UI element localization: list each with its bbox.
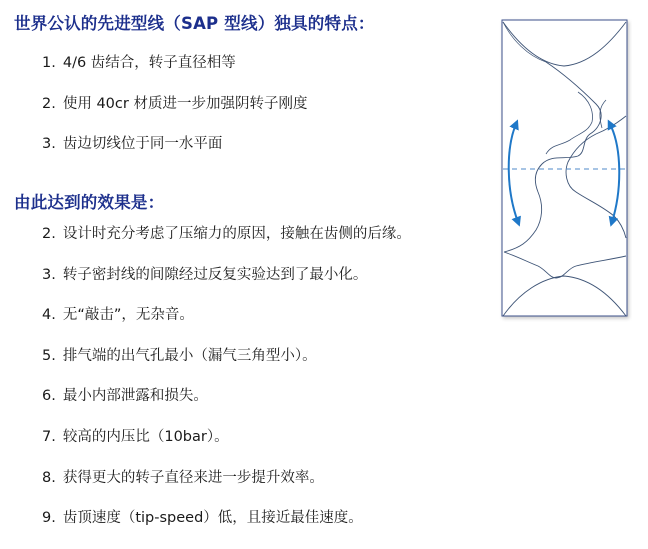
item-number: 3.: [42, 136, 56, 152]
item-number: 2.: [42, 95, 56, 112]
list-item: [42, 94, 307, 135]
item-text: 排气端的出气孔最小（漏气三角型小）。: [62, 347, 317, 364]
item-text: 齿顶速度（tip-speed）低，且接近最佳速度。: [62, 510, 363, 527]
item-text: 最小内部泄露和损失。: [62, 388, 208, 405]
list-item: [42, 386, 411, 427]
item-number: 8.: [42, 469, 56, 486]
effects-list: [42, 224, 411, 549]
item-text: 使用 40cr 材质进一步加强阴转子刚度: [62, 95, 308, 112]
item-number: 1.: [42, 55, 56, 71]
item-number: 2.: [42, 226, 56, 242]
item-text: 设计时充分考虑了压缩力的原因，接触在齿侧的后缘。: [62, 226, 411, 242]
list-item: [42, 134, 307, 175]
list-item: [42, 346, 411, 387]
item-number: 7.: [42, 428, 56, 445]
list-item: [42, 53, 307, 94]
item-text: 转子密封线的间隙经过反复实验达到了最小化。: [62, 266, 368, 283]
item-text: 齿边切线位于同一水平面: [62, 136, 223, 152]
features-heading: 世界公认的先进型线（SAP 型线）独具的特点：: [14, 14, 375, 33]
item-text: 较高的内压比（10bar）。: [62, 428, 229, 445]
features-list: [42, 53, 307, 175]
item-number: 9.: [42, 510, 56, 527]
item-text: 获得更大的转子直径来进一步提升效率。: [62, 469, 324, 486]
list-item: [42, 468, 411, 509]
item-text: 无“敲击”，无杂音。: [62, 307, 194, 324]
item-number: 4.: [42, 307, 56, 324]
list-item: [42, 305, 411, 346]
item-number: 5.: [42, 347, 56, 364]
list-item: [42, 224, 411, 265]
effects-heading: 由此达到的效果是：: [14, 193, 165, 212]
item-text: 4/6 齿结合，转子直径相等: [62, 55, 236, 71]
list-item: [42, 427, 411, 468]
diagram-frame: [502, 20, 627, 316]
list-item: [42, 265, 411, 306]
item-number: 3.: [42, 266, 56, 283]
list-item: [42, 508, 411, 549]
rotor-profile-diagram: [498, 16, 632, 322]
item-number: 6.: [42, 388, 56, 405]
